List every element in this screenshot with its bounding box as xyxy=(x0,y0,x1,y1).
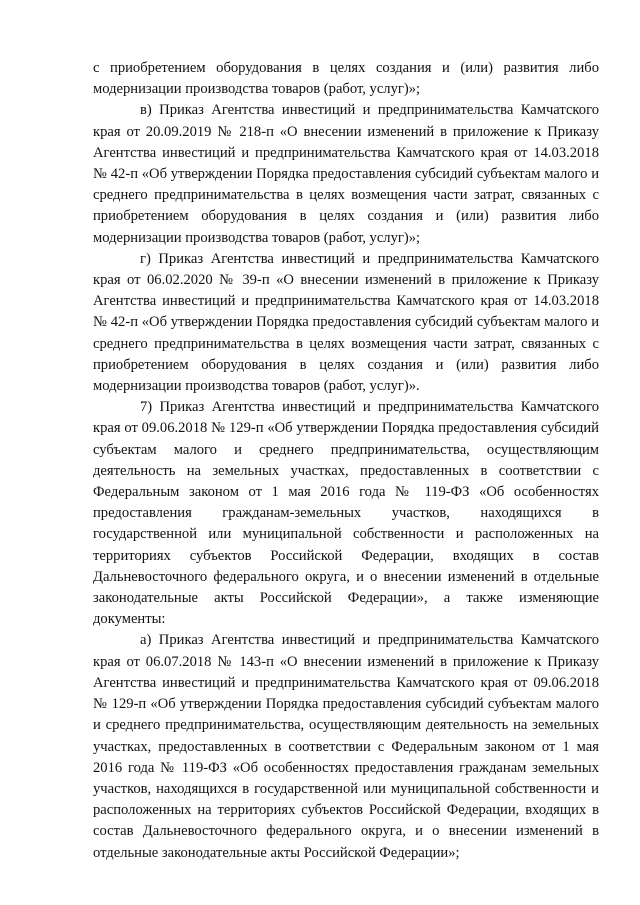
paragraph-item-a: а) Приказ Агентства инвестиций и предпринимательства Камчатского края от 06.07.2018 № 143-п «О внесении изменений в приложение к Приказу Агентства инвестиций и предпринимательства Камчатского края от 09.06.2018 № 129-п «Об утверждении Порядка предоставления субсидий субъектам малого и среднего предпринимательства, осуществляющим деятельность на земельных участках, предоставленных в соответствии с Федеральным законом от 1 мая 2016 года № 119-ФЗ «Об особенностях предоставления гражданам земельных участков, находящихся в государственной или муниципальной собственности и расположенных на территориях субъектов Российской Федерации, входящих в состав Дальневосточного федерального округа, и о внесении изменений в отдельные законодательные акты Российской Федерации»; xyxy=(93,632,599,861)
paragraph-item-v: в) Приказ Агентства инвестиций и предпринимательства Камчатского края от 20.09.2019 № 218-п «О внесении изменений в приложение к Приказу Агентства инвестиций и предпринимательства Камчатского края от 14.03.2018 № 42-п «Об утверждении Порядка предоставления субсидий субъектам малого и среднего предпринимательства в целях возмещения части затрат, связанных с приобретением оборудования в целях создания и (или) развития либо модернизации производства товаров (работ, услуг)»; xyxy=(93,102,599,246)
document-page xyxy=(93,58,599,864)
paragraph-item-7: 7) Приказ Агентства инвестиций и предпринимательства Камчатского края от 09.06.2018 № 129-п «Об утверждении Порядка предоставления субсидий субъектам малого и среднего предпринимательства, осуществляющим деятельность на земельных участках, предоставленных в соответствии с Федеральным законом от 1 мая 2016 года № 119-ФЗ «Об особенностях предоставления гражданам-земельных участков, находящихся в государственной или муниципальной собственности и расположенных на территориях субъектов Российской Федерации, входящих в состав Дальневосточного федерального округа, и о внесении изменений в отдельные законодательные акты Российской Федерации», а также изменяющие документы: xyxy=(93,399,599,628)
paragraph-item-g: г) Приказ Агентства инвестиций и предпринимательства Камчатского края от 06.02.2020 № 39-п «О внесении изменений в приложение к Приказу Агентства инвестиций и предпринимательства Камчатского края от 14.03.2018 № 42-п «Об утверждении Порядка предоставления субсидий субъектам малого и среднего предпринимательства в целях возмещения части затрат, связанных с приобретением оборудования в целях создания и (или) развития либо модернизации производства товаров (работ, услуг)». xyxy=(93,250,599,395)
paragraph-continuation: с приобретением оборудования в целях создания и (или) развития либо модернизации производства товаров (работ, услуг)»; xyxy=(93,60,599,98)
